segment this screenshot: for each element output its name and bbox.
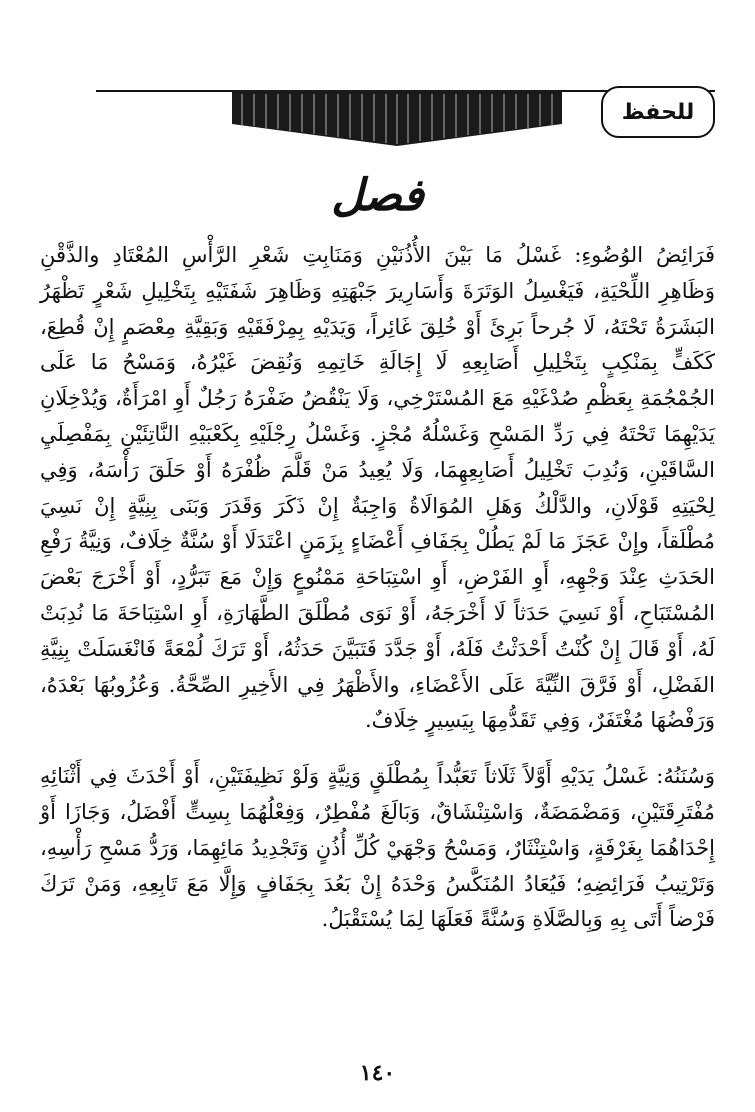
page-number: ١٤٠ bbox=[359, 1060, 396, 1086]
paragraph-sunan: وَسُنَنُهُ: غَسْلُ يَدَيْهِ أَوَّلاً ثَلَاثاً تَعَبُّداً بِمُطْلَقٍ وَنِيَّةٍ وَلَوْ نَظِيفَتَيْنِ، أَوْ أَحْدَثَ فِي أَثْنَائِهِ مُفْتَرِقَتَيْنِ، وَمَضْمَضَةٌ، وَاسْتِنْشَاقٌ، وَبَالَغَ مُفْطِرٌ، وَفِعْلُهُمَا بِسِتٍّ أَفْضَلُ، وَجَازَا أَوْ إِحْدَاهُمَا بِغَرْفَةٍ، وَاسْتِنْثَارٌ، وَمَسْحُ وَجْهَيْ كُلِّ أُذُنٍ وَتَجْدِيدُ مَائِهِمَا، وَرَدُّ مَسْحِ رَأْسِهِ، وَتَرْتِيبُ فَرَائِضِهِ؛ فَيُعَادُ المُنَكَّسُ وَحْدَهُ إِنْ بَعُدَ بِجَفَافٍ وَإِلَّا مَعَ تَابِعِهِ، وَمَنْ تَرَكَ فَرْضاً أَتَى بِهِ وَبِالصَّلَاةِ وَسُنَّةً فَعَلَهَا لِمَا يُسْتَقْبَلُ. bbox=[40, 764, 715, 932]
body-text bbox=[40, 238, 715, 938]
paragraph-obligations: فَرَائِضُ الوُضُوءِ: غَسْلُ مَا بَيْنَ الأُذُنَيْنِ وَمَنَابِتِ شَعْرِ الرَّأْسِ المُعْتَادِ والذَّقْنِ وَظَاهِرِ اللِّحْيَةِ، فَيَغْسِلُ الوَتَرَةَ وَأَسَارِيرَ جَبْهَتِهِ وَظَاهِرَ شَفَتَيْهِ بِتَخْلِيلِ شَعْرٍ تَظْهَرُ البَشَرَةُ تَحْتَهُ، لَا جُرحاً بَرِئَ أَوْ خُلِقَ غَائِراً، وَيَدَيْهِ بِمِرْفَقَيْهِ وَبَقِيَّةِ مِعْصَمٍ إِنْ قُطِعَ، كَكَفٍّ بِمَنْكِبٍ بِتَخْلِيلِ أَصَابِعِهِ لَا إِجَالَةِ خَاتِمِهِ وَنُقِضَ غَيْرُهُ، وَمَسْحُ مَا عَلَى الجُمْجُمَةِ بِعَظْمِ صُدْغَيْهِ مَعَ المُسْتَرْخِي، وَلَا يَنْقُضُ ضَفْرَهُ رَجُلٌ أَوِ امْرَأَةٌ، وَيُدْخِلَانِ يَدَيْهِمَا تَحْتَهُ فِي رَدِّ المَسْحِ وَغَسْلُهُ مُجْزٍ. وَغَسْلُ رِجْلَيْهِ بِكَعْبَيْهِ النَّاتِئَيْنِ بِمَفْصِلَيِ السَّاقَيْنِ، وَنُدِبَ تَخْلِيلُ أَصَابِعِهِمَا، وَلَا يُعِيدُ مَنْ قَلَّمَ ظُفْرَهُ أَوْ حَلَقَ رَأْسَهُ، وَفِي لِحْيَتِهِ قَوْلَانِ، والدَّلْكُ وَهَلِ المُوَالَاةُ وَاجِبَةٌ إِنْ ذَكَرَ وَقَدَرَ وَبَنَى بِنِيَّةٍ إِنْ نَسِيَ مُطْلَقاً، وإِنْ عَجَزَ مَا لَمْ يَطُلْ بِجَفَافِ أَعْضَاءٍ بِزَمَنٍ اعْتَدَلَا أَوْ سُنَّةٌ خِلَافٌ، وَنِيَّةُ رَفْعِ الحَدَثِ عِنْدَ وَجْهِهِ، أَوِ الفَرْضِ، أَوِ اسْتِبَاحَةِ مَمْنُوعٍ وَإِنْ مَعَ تَبَرُّدٍ، أَوْ أَخْرَجَ بَعْضَ المُسْتَبَاحِ، أَوْ نَسِيَ حَدَثاً لَا أَخْرَجَهُ، أَوْ نَوَى مُطْلَقَ الطَّهَارَةِ، أَوِ اسْتِبَاحَةَ مَا نُدِبَتْ لَهُ، أَوْ قَالَ إِنْ كُنْتُ أَحْدَثْتُ فَلَهُ، أَوْ جَدَّدَ فَتَبَيَّنَ حَدَثُهُ، أَوْ تَرَكَ لُمْعَةً فَانْغَسَلَتْ بِنِيَّةِ الفَضْلِ، أَوْ فَرَّقَ النِّيَّةَ عَلَى الأَعْضَاءِ، والأَظْهَرُ فِي الأَخِيرِ الصِّحَّةُ. وَعُزُوبُهَا بَعْدَهُ، وَرَفْضُهَا مُغْتَفَرٌ، وَفِي تَقَدُّمِهَا بِيَسِيرٍ خِلَافٌ. bbox=[40, 243, 715, 733]
chapter-title: فصل bbox=[331, 170, 424, 221]
header-ornament bbox=[232, 88, 562, 148]
header-tag: للحفظ bbox=[601, 86, 715, 138]
